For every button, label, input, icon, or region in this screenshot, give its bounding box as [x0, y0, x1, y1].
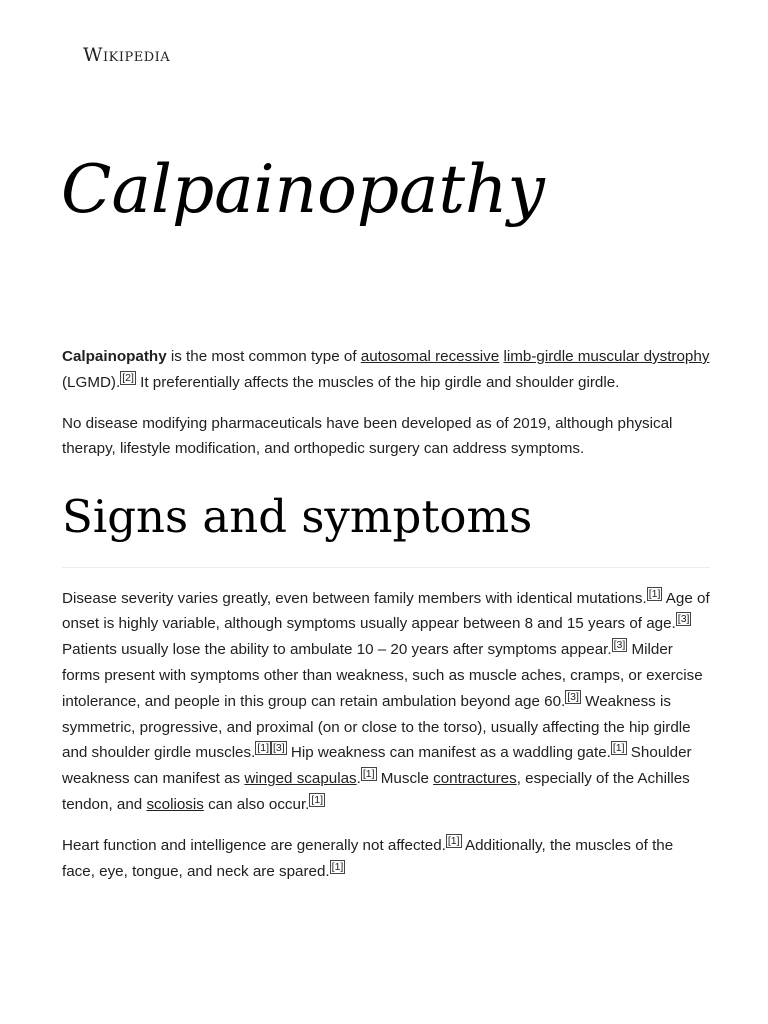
section-divider [62, 567, 710, 568]
text: Heart function and intelligence are generally not affected. [62, 836, 446, 854]
text: Hip weakness can manifest as a waddling gate. [286, 744, 611, 762]
text: Patients usually lose the ability to ambulate 10 – 20 years after symptoms appear. [62, 641, 612, 659]
text: (LGMD). [62, 373, 121, 391]
citation-link[interactable]: [3] [273, 742, 285, 755]
citation-link[interactable]: [3] [677, 613, 690, 626]
text: . [356, 770, 361, 788]
symptoms-paragraph-1 [62, 586, 710, 818]
citation-link[interactable]: [1] [362, 768, 375, 781]
citation-link[interactable]: [3] [567, 690, 579, 703]
citation-link[interactable]: [1] [311, 794, 324, 806]
section-heading-signs-and-symptoms: Signs and symptoms [62, 490, 533, 544]
citation-link[interactable]: [1] [612, 742, 625, 755]
citation-ref [361, 767, 377, 781]
text: It preferentially affects the muscles of the hip girdle and shoulder girdle. [135, 373, 620, 391]
citation-link[interactable]: [3] [613, 639, 626, 652]
link-contractures[interactable]: contractures [433, 770, 517, 788]
link-limb-girdle-muscular-dystrophy[interactable]: limb-girdle muscular dystrophy [503, 348, 710, 365]
text: is the most common type of [166, 348, 361, 365]
citation-ref [330, 860, 346, 874]
text: , especially of the Achilles tendon, and [62, 770, 690, 814]
wikipedia-wordmark[interactable]: Wikipedia [83, 44, 171, 66]
text: can also occur. [203, 796, 310, 814]
link-autosomal-recessive[interactable]: autosomal recessive [360, 348, 500, 365]
citation-ref [676, 612, 692, 626]
text: Additionally, the muscles of the face, eye, tongue, and neck are spared. [62, 836, 674, 880]
text: Disease severity varies greatly, even between family members with identical mutations. [62, 589, 647, 607]
link-winged-scapulas[interactable]: winged scapulas [244, 770, 357, 788]
citation-link[interactable]: [1] [447, 834, 460, 847]
citation-ref [611, 741, 627, 755]
intro-paragraph-2: No disease modifying pharmaceuticals have been developed as of 2019, although physical therapy, lifestyle modification, and orthopedic surgery can address symptoms. [62, 414, 673, 458]
text: Milder forms present with symptoms other than weakness, such as muscle aches, cramps, or exercise intolerance, and people in this group can retain ambulation beyond age 60. [62, 641, 703, 710]
text: Weakness is symmetric, progressive, and proximal (on or close to the torso), usually affecting the hip girdle and shoulder girdle muscles. [62, 692, 691, 762]
citation-ref [446, 834, 462, 848]
citation-link[interactable]: [1] [648, 587, 661, 600]
page-title: Calpainopathy [61, 151, 545, 228]
citation-ref [120, 371, 136, 385]
symptoms-paragraph-2 [62, 833, 710, 885]
bold-term: Calpainopathy [62, 348, 167, 365]
text: Shoulder weakness can manifest as [62, 744, 692, 788]
link-scoliosis[interactable]: scoliosis [146, 796, 204, 814]
text: Age of onset is highly variable, although symptoms usually appear between 8 and 15 years of age. [62, 589, 710, 633]
citation-link[interactable]: [1] [257, 742, 270, 755]
intro-paragraph-1 [62, 344, 710, 396]
citation-ref [647, 587, 663, 601]
article-content [62, 344, 710, 899]
citation-ref [612, 638, 628, 652]
citation-link[interactable]: [2] [122, 371, 134, 384]
citation-link[interactable]: [1] [331, 860, 344, 873]
citation-ref [309, 793, 325, 807]
citation-ref [255, 741, 286, 755]
citation-ref [565, 690, 581, 704]
text: Muscle [376, 770, 434, 788]
